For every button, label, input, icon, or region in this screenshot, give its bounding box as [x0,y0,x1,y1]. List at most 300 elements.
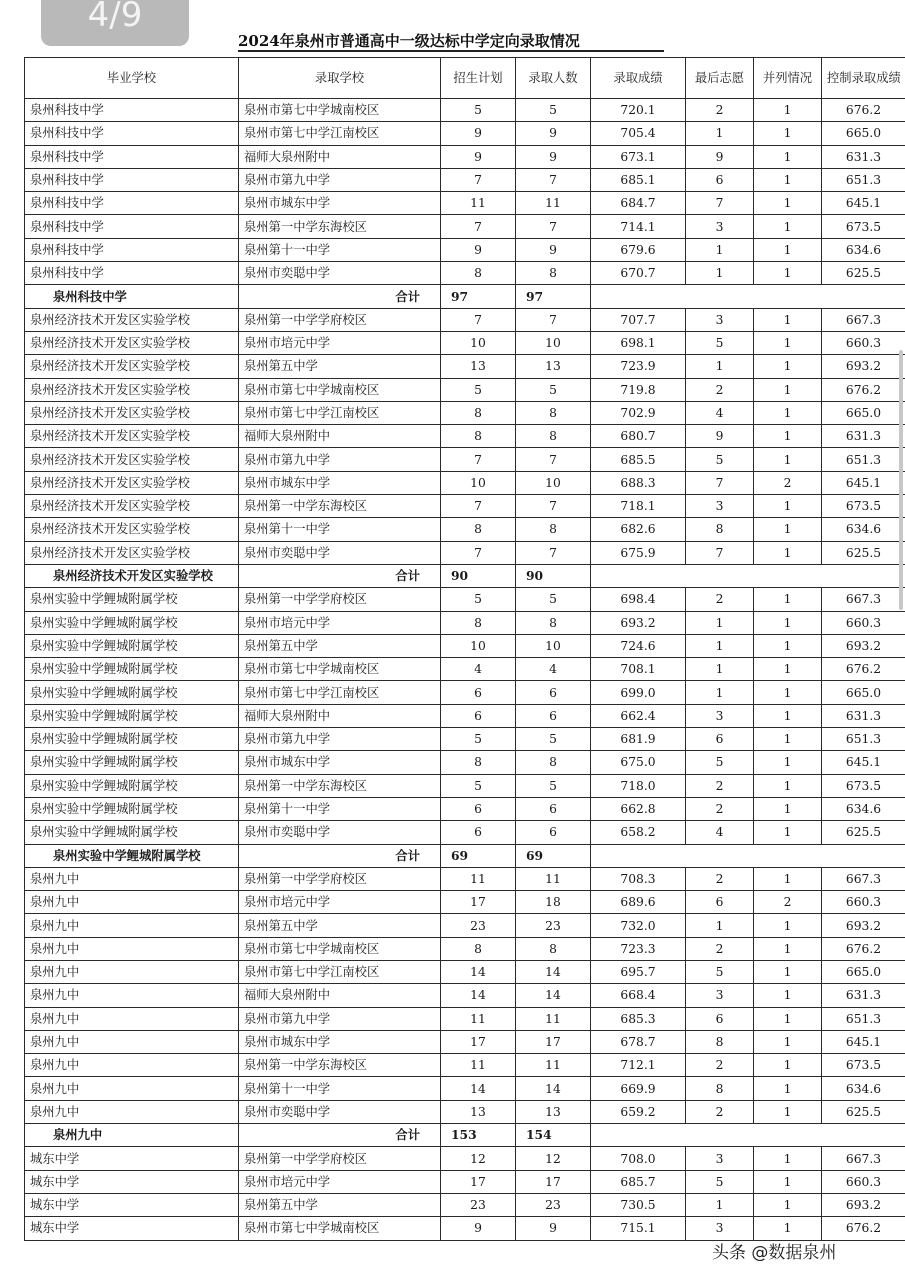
last-choice-cell: 3 [686,704,754,727]
summary-plan-cell: 90 [441,564,516,587]
column-header: 毕业学校 [25,58,239,99]
control-score-cell: 645.1 [822,192,905,215]
admission-score-cell: 685.7 [591,1170,686,1193]
last-choice-cell: 2 [686,1054,754,1077]
plan-count-cell: 11 [441,1054,516,1077]
table-row [25,145,905,168]
graduate-school-cell: 泉州九中 [25,1054,239,1077]
last-choice-cell: 6 [686,891,754,914]
tie-status-cell: 1 [754,355,822,378]
table-row [25,937,905,960]
control-score-cell: 665.0 [822,401,905,424]
tie-status-cell: 1 [754,99,822,122]
admission-score-cell: 658.2 [591,821,686,844]
admission-score-cell: 688.3 [591,471,686,494]
table-row [25,1193,905,1216]
last-choice-cell: 6 [686,728,754,751]
admitted-count-cell: 10 [516,331,591,354]
admission-score-cell: 712.1 [591,1054,686,1077]
control-score-cell: 631.3 [822,704,905,727]
tie-status-cell: 1 [754,541,822,564]
control-score-cell: 651.3 [822,448,905,471]
admitting-school-cell: 福师大泉州附中 [239,984,441,1007]
column-header: 录取人数 [516,58,591,99]
tie-status-cell: 1 [754,401,822,424]
table-row [25,215,905,238]
tie-status-cell: 1 [754,984,822,1007]
admission-score-cell: 699.0 [591,681,686,704]
tie-status-cell: 1 [754,1030,822,1053]
admission-score-cell: 682.6 [591,518,686,541]
admitted-count-cell: 13 [516,355,591,378]
graduate-school-cell: 泉州九中 [25,960,239,983]
admitting-school-cell: 泉州第十一中学 [239,518,441,541]
table-row [25,658,905,681]
graduate-school-cell: 泉州实验中学鲤城附属学校 [25,658,239,681]
plan-count-cell: 10 [441,471,516,494]
tie-status-cell: 1 [754,751,822,774]
plan-count-cell: 6 [441,797,516,820]
graduate-school-cell: 泉州经济技术开发区实验学校 [25,308,239,331]
admitted-count-cell: 12 [516,1147,591,1170]
plan-count-cell: 7 [441,495,516,518]
control-score-cell: 676.2 [822,937,905,960]
summary-label-cell: 合计 [239,564,441,587]
tie-status-cell: 1 [754,168,822,191]
tie-status-cell: 2 [754,471,822,494]
admitting-school-cell: 泉州第一中学东海校区 [239,495,441,518]
admission-score-cell: 668.4 [591,984,686,1007]
control-score-cell: 667.3 [822,1147,905,1170]
admitted-count-cell: 8 [516,262,591,285]
tie-status-cell: 1 [754,1147,822,1170]
tie-status-cell: 1 [754,1170,822,1193]
table-row [25,1147,905,1170]
control-score-cell: 660.3 [822,611,905,634]
admitting-school-cell: 泉州第十一中学 [239,1077,441,1100]
admission-score-cell: 720.1 [591,99,686,122]
admitting-school-cell: 泉州市第七中学城南校区 [239,1217,441,1240]
admitted-count-cell: 7 [516,495,591,518]
tie-status-cell: 1 [754,867,822,890]
column-header: 控制录取成绩 [822,58,905,99]
admitted-count-cell: 9 [516,122,591,145]
summary-admitted-cell: 97 [516,285,591,308]
table-row [25,541,905,564]
plan-count-cell: 17 [441,891,516,914]
tie-status-cell: 1 [754,914,822,937]
tie-status-cell: 1 [754,215,822,238]
admission-score-cell: 678.7 [591,1030,686,1053]
admission-score-cell: 689.6 [591,891,686,914]
admitting-school-cell: 泉州市第七中学江南校区 [239,401,441,424]
admitting-school-cell: 泉州市第九中学 [239,448,441,471]
admission-score-cell: 669.9 [591,1077,686,1100]
column-header: 招生计划 [441,58,516,99]
admitted-count-cell: 10 [516,634,591,657]
last-choice-cell: 7 [686,192,754,215]
admitting-school-cell: 泉州市城东中学 [239,1030,441,1053]
graduate-school-cell: 泉州九中 [25,867,239,890]
control-score-cell: 660.3 [822,1170,905,1193]
graduate-school-cell: 泉州经济技术开发区实验学校 [25,331,239,354]
plan-count-cell: 10 [441,634,516,657]
table-row [25,1030,905,1053]
admission-score-cell: 708.0 [591,1147,686,1170]
graduate-school-cell: 泉州经济技术开发区实验学校 [25,495,239,518]
table-row [25,262,905,285]
graduate-school-cell: 泉州九中 [25,891,239,914]
admission-score-cell: 723.3 [591,937,686,960]
admitted-count-cell: 9 [516,1217,591,1240]
plan-count-cell: 5 [441,728,516,751]
admitted-count-cell: 6 [516,797,591,820]
admitting-school-cell: 泉州第五中学 [239,355,441,378]
tie-status-cell: 1 [754,588,822,611]
graduate-school-cell: 泉州实验中学鲤城附属学校 [25,681,239,704]
graduate-school-cell: 泉州实验中学鲤城附属学校 [25,704,239,727]
admitted-count-cell: 23 [516,1193,591,1216]
control-score-cell: 645.1 [822,751,905,774]
last-choice-cell: 1 [686,914,754,937]
last-choice-cell: 1 [686,681,754,704]
tie-status-cell: 1 [754,681,822,704]
summary-blank-cell [591,1124,905,1147]
last-choice-cell: 2 [686,937,754,960]
control-score-cell: 673.5 [822,774,905,797]
plan-count-cell: 14 [441,1077,516,1100]
admission-score-cell: 685.1 [591,168,686,191]
plan-count-cell: 7 [441,541,516,564]
table-row [25,331,905,354]
tie-status-cell: 1 [754,122,822,145]
tie-status-cell: 1 [754,960,822,983]
tie-status-cell: 1 [754,262,822,285]
tie-status-cell: 1 [754,728,822,751]
admitting-school-cell: 泉州第一中学学府校区 [239,1147,441,1170]
admission-score-cell: 662.4 [591,704,686,727]
last-choice-cell: 9 [686,425,754,448]
plan-count-cell: 5 [441,774,516,797]
plan-count-cell: 8 [441,262,516,285]
plan-count-cell: 13 [441,355,516,378]
admission-score-cell: 695.7 [591,960,686,983]
tie-status-cell: 1 [754,1217,822,1240]
admitting-school-cell: 泉州第一中学东海校区 [239,774,441,797]
admitting-school-cell: 泉州第一中学学府校区 [239,867,441,890]
admitted-count-cell: 7 [516,168,591,191]
control-score-cell: 665.0 [822,960,905,983]
page-title: 2024年泉州市普通高中一级达标中学定向录取情况 [238,32,580,50]
summary-blank-cell [591,285,905,308]
table-row [25,168,905,191]
admission-score-cell: 670.7 [591,262,686,285]
table-row [25,681,905,704]
table-row [25,751,905,774]
graduate-school-cell: 泉州科技中学 [25,192,239,215]
table-row [25,518,905,541]
control-score-cell: 667.3 [822,867,905,890]
plan-count-cell: 14 [441,960,516,983]
summary-plan-cell: 153 [441,1124,516,1147]
table-row [25,867,905,890]
graduate-school-cell: 泉州九中 [25,1030,239,1053]
admitted-count-cell: 8 [516,518,591,541]
admitted-count-cell: 6 [516,821,591,844]
last-choice-cell: 2 [686,1100,754,1123]
last-choice-cell: 1 [686,262,754,285]
control-score-cell: 634.6 [822,518,905,541]
control-score-cell: 631.3 [822,425,905,448]
last-choice-cell: 5 [686,448,754,471]
admitting-school-cell: 泉州市奕聪中学 [239,1100,441,1123]
table-row [25,821,905,844]
admitted-count-cell: 23 [516,914,591,937]
tie-status-cell: 1 [754,238,822,261]
last-choice-cell: 2 [686,588,754,611]
summary-row [25,1124,905,1147]
admitting-school-cell: 泉州第一中学东海校区 [239,1054,441,1077]
summary-school-cell: 泉州科技中学 [25,285,239,308]
last-choice-cell: 1 [686,634,754,657]
admitting-school-cell: 泉州市奕聪中学 [239,541,441,564]
graduate-school-cell: 泉州九中 [25,984,239,1007]
admitting-school-cell: 泉州第十一中学 [239,797,441,820]
scrollbar[interactable] [899,350,903,610]
summary-label-cell: 合计 [239,285,441,308]
last-choice-cell: 2 [686,99,754,122]
graduate-school-cell: 泉州科技中学 [25,145,239,168]
admitting-school-cell: 泉州市第九中学 [239,1007,441,1030]
plan-count-cell: 8 [441,401,516,424]
admitting-school-cell: 泉州第五中学 [239,634,441,657]
control-score-cell: 634.6 [822,797,905,820]
column-header: 录取学校 [239,58,441,99]
control-score-cell: 625.5 [822,262,905,285]
graduate-school-cell: 泉州实验中学鲤城附属学校 [25,588,239,611]
plan-count-cell: 6 [441,821,516,844]
graduate-school-cell: 泉州经济技术开发区实验学校 [25,448,239,471]
graduate-school-cell: 泉州科技中学 [25,122,239,145]
admitting-school-cell: 泉州市奕聪中学 [239,821,441,844]
graduate-school-cell: 泉州九中 [25,937,239,960]
table-row [25,914,905,937]
admitted-count-cell: 18 [516,891,591,914]
admitted-count-cell: 5 [516,728,591,751]
table-row [25,401,905,424]
summary-plan-cell: 97 [441,285,516,308]
graduate-school-cell: 泉州实验中学鲤城附属学校 [25,634,239,657]
graduate-school-cell: 城东中学 [25,1147,239,1170]
admission-score-cell: 659.2 [591,1100,686,1123]
table-row [25,308,905,331]
admitted-count-cell: 7 [516,448,591,471]
admission-score-cell: 693.2 [591,611,686,634]
plan-count-cell: 7 [441,168,516,191]
title-underline [238,50,664,52]
tie-status-cell: 2 [754,891,822,914]
last-choice-cell: 3 [686,1217,754,1240]
plan-count-cell: 11 [441,867,516,890]
last-choice-cell: 3 [686,495,754,518]
table-row [25,984,905,1007]
plan-count-cell: 14 [441,984,516,1007]
admitting-school-cell: 泉州市培元中学 [239,331,441,354]
admission-score-cell: 718.0 [591,774,686,797]
admitting-school-cell: 泉州第一中学东海校区 [239,215,441,238]
admission-score-cell: 718.1 [591,495,686,518]
summary-row [25,844,905,867]
admitted-count-cell: 9 [516,145,591,168]
graduate-school-cell: 泉州实验中学鲤城附属学校 [25,751,239,774]
summary-row [25,564,905,587]
column-header: 并列情况 [754,58,822,99]
last-choice-cell: 6 [686,1007,754,1030]
tie-status-cell: 1 [754,611,822,634]
admission-score-cell: 673.1 [591,145,686,168]
plan-count-cell: 7 [441,308,516,331]
admitted-count-cell: 17 [516,1030,591,1053]
plan-count-cell: 13 [441,1100,516,1123]
admitting-school-cell: 泉州市第七中学城南校区 [239,378,441,401]
admitted-count-cell: 13 [516,1100,591,1123]
admitting-school-cell: 福师大泉州附中 [239,145,441,168]
admitting-school-cell: 泉州市第七中学城南校区 [239,658,441,681]
control-score-cell: 660.3 [822,331,905,354]
graduate-school-cell: 城东中学 [25,1217,239,1240]
admission-table [24,57,905,1241]
table-row [25,1007,905,1030]
tie-status-cell: 1 [754,448,822,471]
graduate-school-cell: 泉州经济技术开发区实验学校 [25,378,239,401]
table-row [25,122,905,145]
graduate-school-cell: 泉州九中 [25,1007,239,1030]
column-header: 最后志愿 [686,58,754,99]
summary-label-cell: 合计 [239,844,441,867]
table-header-row [25,58,905,99]
graduate-school-cell: 泉州科技中学 [25,99,239,122]
table-row [25,471,905,494]
tie-status-cell: 1 [754,1007,822,1030]
last-choice-cell: 7 [686,471,754,494]
table-row [25,634,905,657]
tie-status-cell: 1 [754,774,822,797]
control-score-cell: 645.1 [822,1030,905,1053]
admitting-school-cell: 泉州市城东中学 [239,192,441,215]
table-row [25,192,905,215]
last-choice-cell: 2 [686,797,754,820]
control-score-cell: 693.2 [822,1193,905,1216]
summary-school-cell: 泉州经济技术开发区实验学校 [25,564,239,587]
table-row [25,1100,905,1123]
tie-status-cell: 1 [754,308,822,331]
admission-score-cell: 715.1 [591,1217,686,1240]
admitted-count-cell: 5 [516,588,591,611]
admission-score-cell: 708.3 [591,867,686,890]
control-score-cell: 651.3 [822,728,905,751]
control-score-cell: 665.0 [822,681,905,704]
graduate-school-cell: 城东中学 [25,1170,239,1193]
graduate-school-cell: 泉州经济技术开发区实验学校 [25,541,239,564]
plan-count-cell: 11 [441,192,516,215]
tie-status-cell: 1 [754,378,822,401]
graduate-school-cell: 泉州经济技术开发区实验学校 [25,401,239,424]
admission-score-cell: 684.7 [591,192,686,215]
page-indicator: 4/9 [41,0,189,46]
admitted-count-cell: 4 [516,658,591,681]
graduate-school-cell: 泉州科技中学 [25,215,239,238]
admitted-count-cell: 9 [516,238,591,261]
last-choice-cell: 4 [686,821,754,844]
table-row [25,960,905,983]
plan-count-cell: 23 [441,1193,516,1216]
control-score-cell: 673.5 [822,495,905,518]
graduate-school-cell: 泉州实验中学鲤城附属学校 [25,821,239,844]
plan-count-cell: 17 [441,1170,516,1193]
last-choice-cell: 2 [686,378,754,401]
admission-score-cell: 679.6 [591,238,686,261]
admitting-school-cell: 泉州第一中学学府校区 [239,308,441,331]
tie-status-cell: 1 [754,331,822,354]
plan-count-cell: 10 [441,331,516,354]
tie-status-cell: 1 [754,1054,822,1077]
admitted-count-cell: 8 [516,401,591,424]
table-row [25,1217,905,1240]
table-row [25,238,905,261]
last-choice-cell: 8 [686,518,754,541]
plan-count-cell: 9 [441,1217,516,1240]
control-score-cell: 676.2 [822,1217,905,1240]
table-row [25,891,905,914]
admitting-school-cell: 泉州市第七中学江南校区 [239,960,441,983]
plan-count-cell: 8 [441,425,516,448]
control-score-cell: 693.2 [822,355,905,378]
admission-score-cell: 680.7 [591,425,686,448]
summary-school-cell: 泉州实验中学鲤城附属学校 [25,844,239,867]
last-choice-cell: 8 [686,1030,754,1053]
admission-score-cell: 723.9 [591,355,686,378]
graduate-school-cell: 泉州实验中学鲤城附属学校 [25,611,239,634]
control-score-cell: 673.5 [822,1054,905,1077]
admission-score-cell: 702.9 [591,401,686,424]
control-score-cell: 645.1 [822,471,905,494]
admitted-count-cell: 10 [516,471,591,494]
last-choice-cell: 2 [686,867,754,890]
graduate-school-cell: 泉州经济技术开发区实验学校 [25,471,239,494]
admission-score-cell: 675.9 [591,541,686,564]
admission-score-cell: 685.5 [591,448,686,471]
admitted-count-cell: 14 [516,984,591,1007]
control-score-cell: 693.2 [822,914,905,937]
graduate-school-cell: 城东中学 [25,1193,239,1216]
admitting-school-cell: 泉州市奕聪中学 [239,262,441,285]
table-row [25,448,905,471]
graduate-school-cell: 泉州科技中学 [25,238,239,261]
last-choice-cell: 7 [686,541,754,564]
last-choice-cell: 6 [686,168,754,191]
last-choice-cell: 1 [686,238,754,261]
table-row [25,797,905,820]
tie-status-cell: 1 [754,1193,822,1216]
summary-blank-cell [591,844,905,867]
admitted-count-cell: 11 [516,192,591,215]
control-score-cell: 651.3 [822,168,905,191]
last-choice-cell: 5 [686,751,754,774]
admitted-count-cell: 14 [516,1077,591,1100]
admission-score-cell: 698.4 [591,588,686,611]
tie-status-cell: 1 [754,658,822,681]
watermark: 头条 @数据泉州 [712,1243,837,1263]
